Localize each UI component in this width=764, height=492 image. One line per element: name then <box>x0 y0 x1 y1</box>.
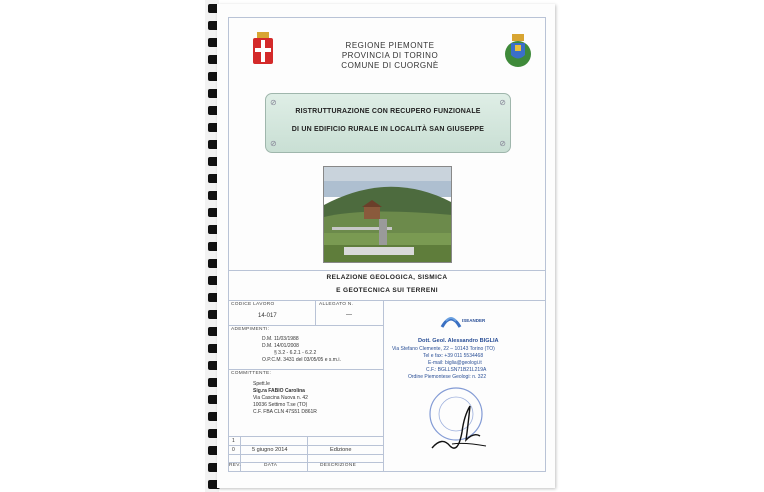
adempimento-item: O.P.C.M. 3431 del 03/05/05 e s.m.i. <box>262 357 341 363</box>
geologist-line: E-mail: biglia@geologi.it <box>428 360 482 366</box>
divider <box>228 436 383 437</box>
committente-label: COMMITTENTE: <box>231 371 272 376</box>
divider <box>228 369 383 370</box>
geologist-line: Tel e fax: +39 011 5534468 <box>423 353 484 359</box>
project-title-box <box>265 93 511 153</box>
allegato-value: — <box>346 312 352 318</box>
revision-date: 5 giugno 2014 <box>252 447 288 453</box>
project-title-line2: DI UN EDIFICIO RURALE IN LOCALITÀ SAN GIUSEPPE <box>291 126 485 133</box>
header-comune: COMUNE DI CUORGNÈ <box>341 61 439 70</box>
geologist-stamp <box>428 386 492 463</box>
pin-icon: ⊘ <box>270 98 277 107</box>
report-title <box>228 274 546 298</box>
divider <box>228 445 383 446</box>
comune-crest-icon <box>502 30 534 77</box>
report-title-line2: E GEOTECNICA SUI TERRENI <box>336 287 438 294</box>
iseander-logo-icon <box>438 307 464 336</box>
codice-value: 14-017 <box>258 313 277 319</box>
revision-description: Edizione <box>330 447 352 453</box>
committente-line: C.F. FBA CLN 47S51 D861R <box>253 409 317 415</box>
geologist-line: Via Stefano Clemente, 22 – 10143 Torino (TO) <box>392 346 495 352</box>
divider <box>228 454 383 455</box>
committente-line: Sig.ra FABIO Carolina <box>253 388 305 394</box>
committente-line: Via Cascina Nuova n. 42 <box>253 395 308 401</box>
region-crest-icon <box>250 30 276 71</box>
allegato-label: ALLEGATO N. <box>319 302 354 307</box>
date-header: DATA <box>264 463 278 468</box>
revision-number: 0 <box>232 447 235 453</box>
codice-label: CODICE LAVORO <box>231 302 275 307</box>
header-region: REGIONE PIEMONTE <box>345 41 435 50</box>
adempimento-item: D.M. 11/03/1988 <box>262 336 299 342</box>
revision-number: 1 <box>232 438 235 444</box>
geologist-line: C.F.: BGLLSN71B21L219A <box>426 367 487 373</box>
divider <box>228 462 383 463</box>
committente-line: 10036 Settimo T.se (TO) <box>253 402 308 408</box>
header-province: PROVINCIA DI TORINO <box>341 51 439 60</box>
project-title-line1: RISTRUTTURAZIONE CON RECUPERO FUNZIONALE <box>295 108 481 115</box>
site-photo <box>323 166 452 263</box>
divider <box>315 300 316 325</box>
geologist-name: Dott. Geol. Alessandro BIGLIA <box>418 338 499 344</box>
divider <box>228 325 383 326</box>
divider <box>228 300 546 301</box>
description-header: DESCRIZIONE <box>320 463 357 468</box>
divider <box>383 300 384 472</box>
adempimenti-label: ADEMPIMENTI: <box>231 327 270 332</box>
geologist-logo-text: ISEANDER <box>462 318 486 323</box>
adempimento-item: D.M. 14/01/2008 <box>262 343 299 349</box>
geologist-line: Ordine Piemontese Geologi: n. 322 <box>408 374 487 380</box>
adempimento-item: § 3.2 - 6.2.1 - 6.2.2 <box>274 350 317 356</box>
committente-line: Spett.le <box>253 381 270 387</box>
pin-icon: ⊘ <box>499 98 506 107</box>
report-title-line1: RELAZIONE GEOLOGICA, SISMICA <box>326 274 448 281</box>
divider <box>307 436 308 472</box>
divider <box>228 270 546 271</box>
rev-header: REV. <box>229 463 241 468</box>
pin-icon: ⊘ <box>499 139 506 148</box>
pin-icon: ⊘ <box>270 139 277 148</box>
